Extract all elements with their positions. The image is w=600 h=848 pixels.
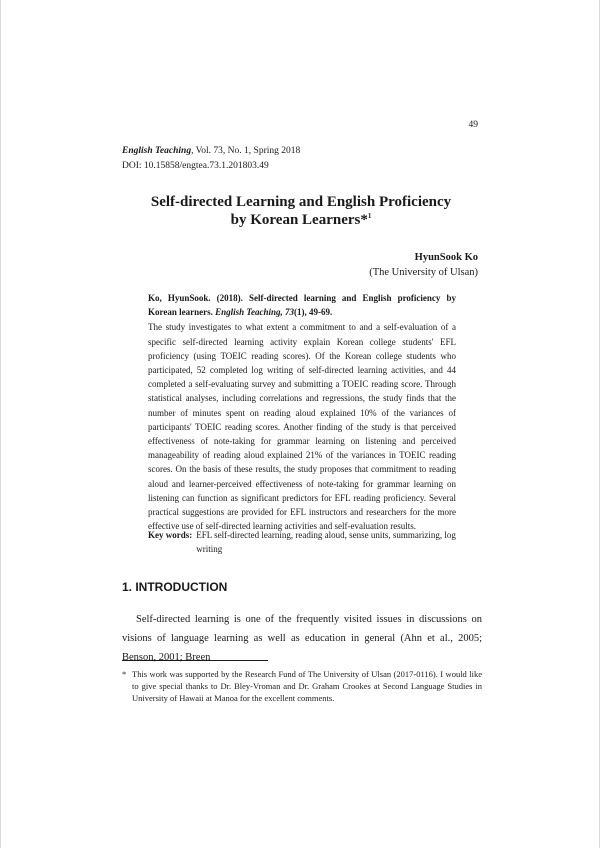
introduction-paragraph: Self-directed learning is one of the frequently visited issues in discussions on visions of language learning as well as education in general (Ahn et al., 2005; Benson, 2001; Breen [122, 614, 482, 663]
footnote-text: This work was supported by the Research Fund of The University of Ulsan (2017-0116). I would like to give special thanks to Dr. Bley-Vroman and Dr. Graham Crookes at Second Language Studies in University of Hawaii at Manoa for the excellent comments. [132, 669, 482, 703]
keywords-text: EFL self-directed learning, reading aloud, sense units, summarizing, log writing [196, 530, 456, 555]
journal-issue: , Vol. 73, No. 1, Spring 2018 [191, 146, 301, 156]
section-heading: 1. INTRODUCTION [122, 580, 228, 594]
keywords-label: Key words: [148, 530, 193, 540]
abstract-body: The study investigates to what extent a commitment to and a self-evaluation of a specific self-directed learning activity explain Korean college students' EFL proficiency (using TOEIC reading scores). Of the Korean college students who participated, 52 completed log writing of self-directed learning activities, and 44 completed a self-evaluating survey and submitting a TOEIC reading score. Through statistical analyses, including correlations and regressions, the study finds that the number of minutes spent on reading aloud explained 10% of the variances of participants' TOEIC reading scores. Another finding of the study is that perceived effectiveness of note-taking for grammar learning on listening and perceived manageability of reading aloud explained 21% of the variances in TOEIC reading scores. On the basis of these results, the study proposes that commitment to reading aloud and learner-perceived effectiveness of note-taking for grammar learning on listening can function as significant predictors for EFL reading proficiency. Several practical suggestions are provided for EFL instructors and researchers for the more effective use of self-directed learning activities and self-evaluation results. [148, 322, 456, 532]
journal-citation-line [122, 144, 300, 159]
title-line-2 [1, 211, 600, 229]
journal-doi: DOI: 10.15858/engtea.73.1.201803.49 [122, 161, 269, 171]
page-number: 49 [468, 120, 478, 130]
author-name: HyunSook Ko [414, 252, 478, 263]
keywords [148, 528, 456, 556]
title-line-2-text: by Korean Learners [230, 212, 361, 228]
author-block [369, 250, 478, 280]
title-line-1: Self-directed Learning and English Proficiency [150, 194, 452, 210]
footnote-divider [122, 660, 268, 661]
journal-info [122, 144, 300, 174]
citation-authors: Ko, HyunSook. (2018). Self-directed learning and English proficiency by Korean learners. [148, 293, 456, 318]
author-affiliation: (The University of Ulsan) [369, 267, 478, 278]
abstract-citation [148, 291, 456, 319]
abstract [148, 291, 456, 533]
citation-journal: English Teaching, 73 [215, 307, 295, 318]
title-superscript: 1 [367, 212, 372, 220]
footnote [122, 668, 482, 704]
title-marker: * [360, 212, 368, 228]
citation-pages: (1), 49-69. [294, 307, 333, 318]
footnote-mark: * [122, 669, 127, 679]
journal-name: English Teaching [122, 146, 192, 156]
introduction-text [122, 610, 482, 667]
paper-title [1, 193, 600, 229]
